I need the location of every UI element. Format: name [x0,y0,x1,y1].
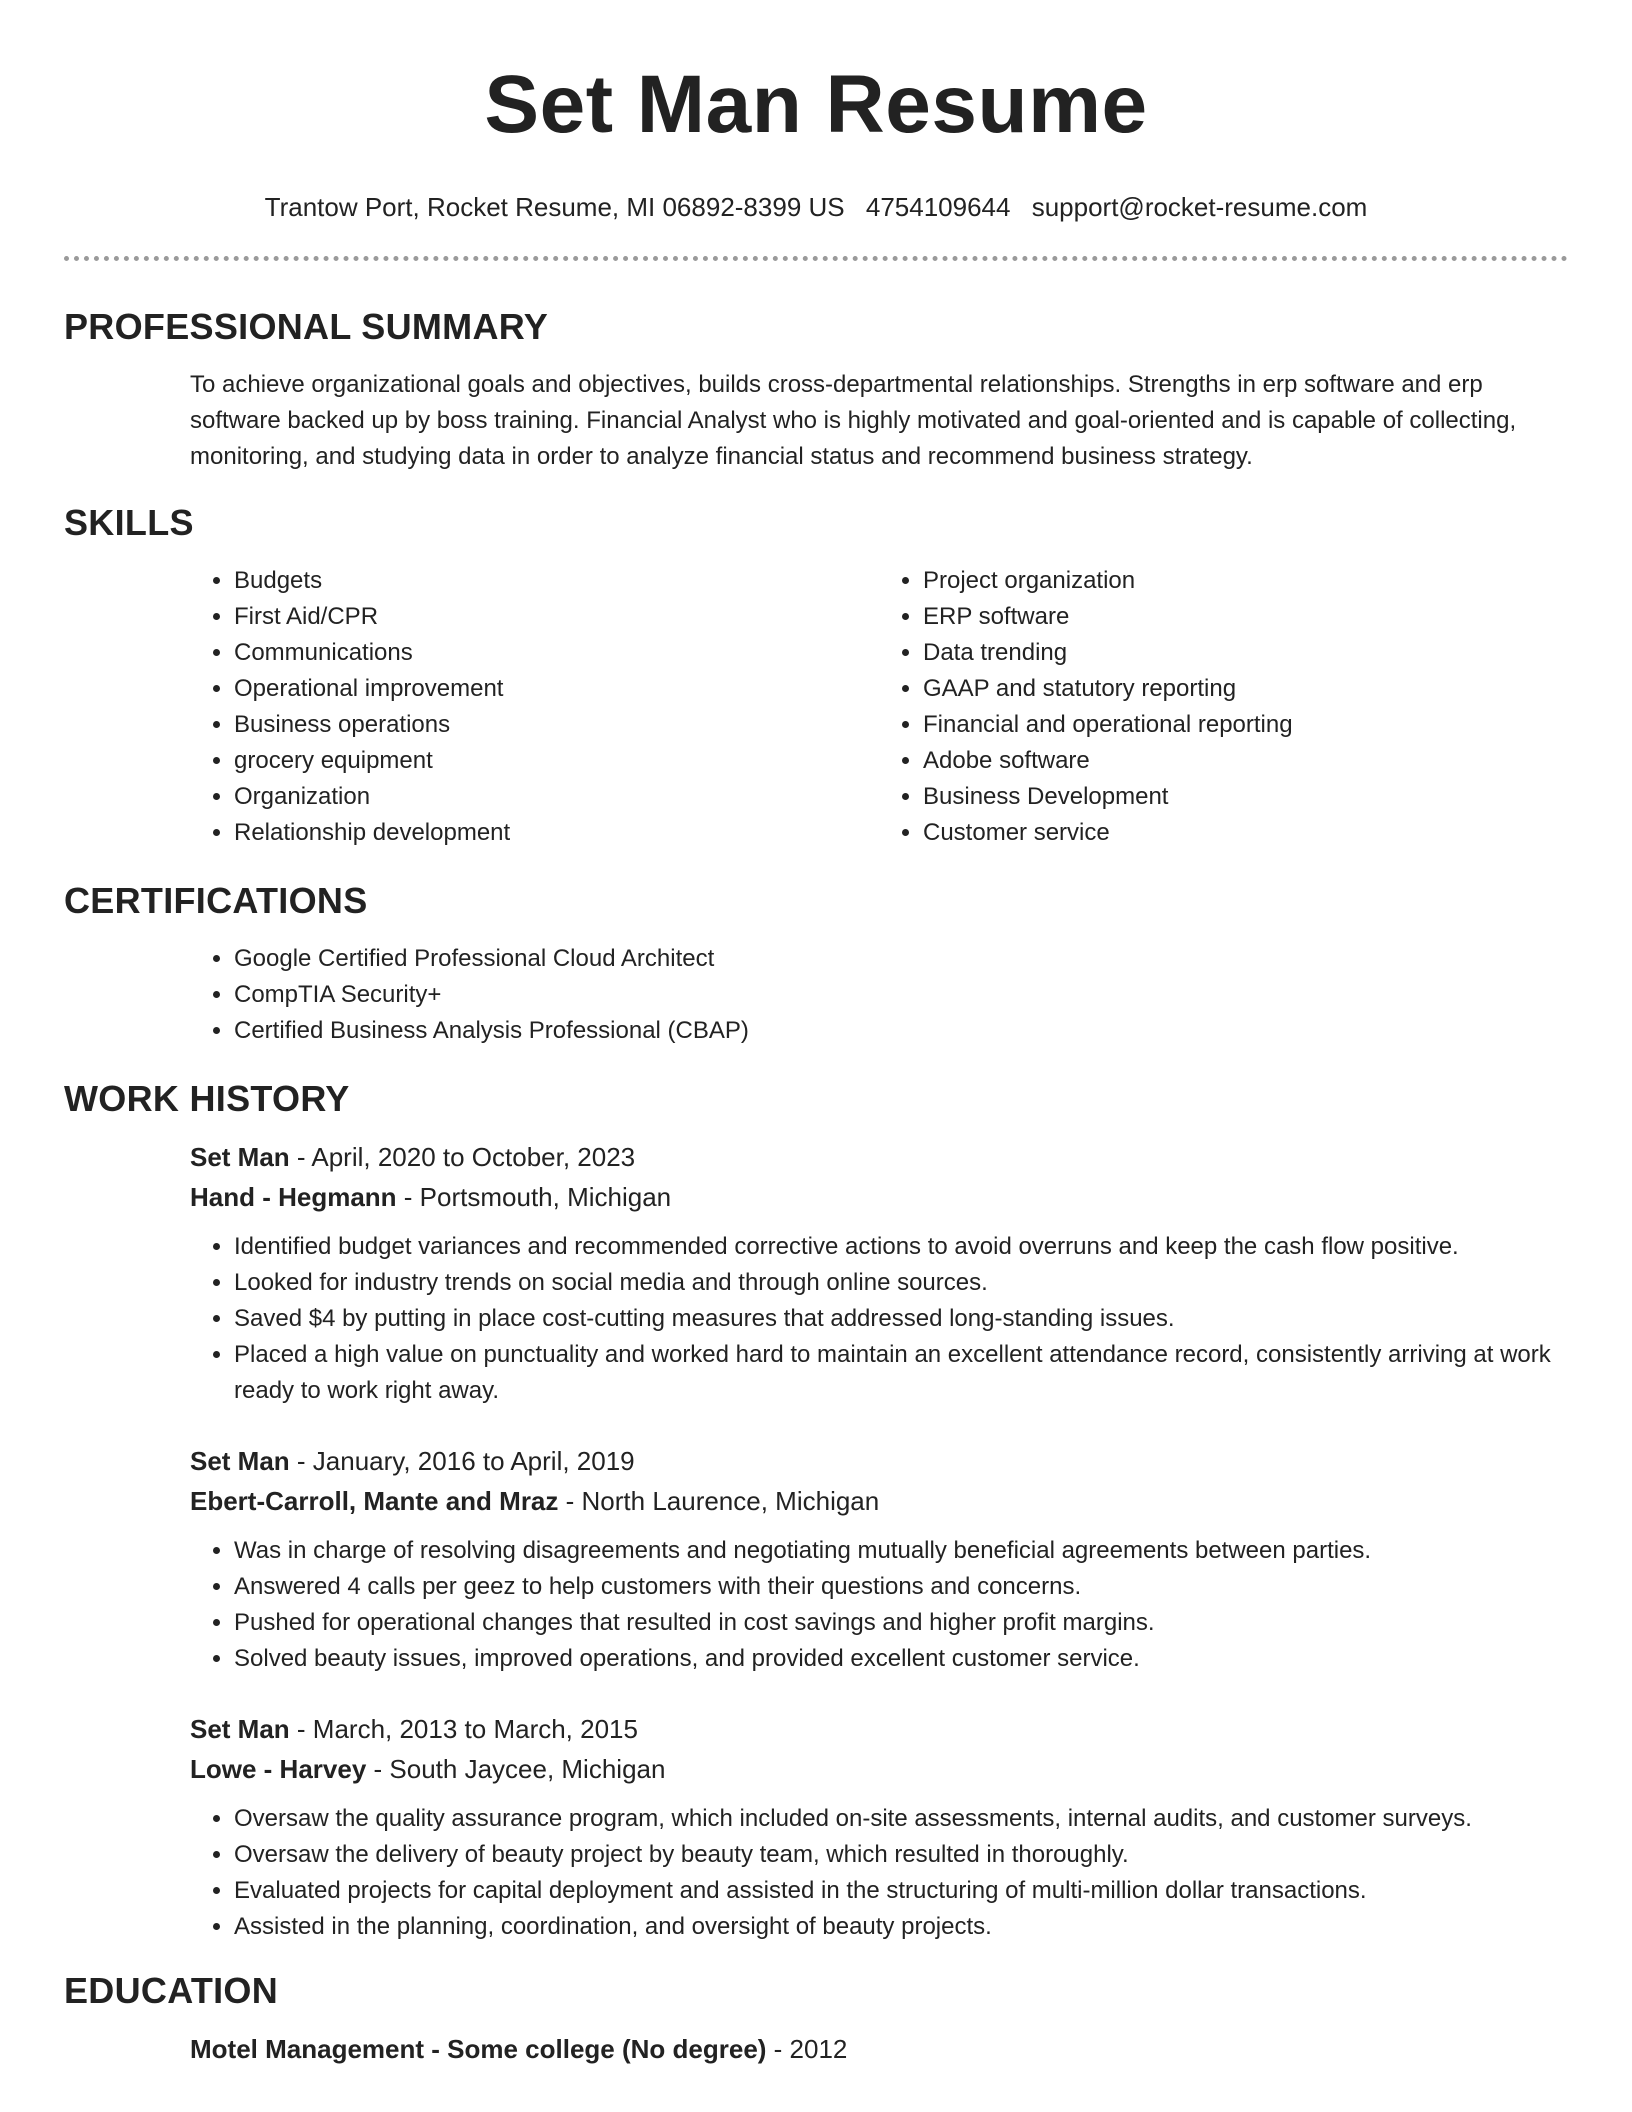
section-title-skills: SKILLS [64,502,194,543]
list-item: • Project organization [923,563,1568,599]
job-company: Ebert-Carroll, Mante and Mraz [190,1486,559,1516]
job-bullets [190,1801,1568,1945]
list-item: • Operational improvement [234,671,879,707]
section-title-certifications: CERTIFICATIONS [64,880,368,921]
list-item: • Adobe software [923,743,1568,779]
section-title-work: WORK HISTORY [64,1078,350,1119]
list-item: • Oversaw the quality assurance program, which included on-site assessments, internal audits, and customer surveys. [234,1801,1568,1837]
contact-line [64,190,1568,224]
list-item: • Customer service [923,815,1568,851]
job-role: Set Man [190,1714,290,1744]
contact-email: support@rocket-resume.com [1031,192,1368,222]
education-degree: Motel Management - Some college (No degree) [190,2034,767,2064]
list-item: • grocery equipment [234,743,879,779]
list-item: • Business operations [234,707,879,743]
job-title-line [190,1441,1568,1481]
list-item: • Looked for industry trends on social media and through online sources. [234,1265,1568,1301]
list-item: • Budgets [234,563,879,599]
job-location: - North Laurence, Michigan [558,1486,880,1516]
contact-phone: 4754109644 [865,192,1011,222]
job-bullets [190,1229,1568,1409]
job-role: Set Man [190,1142,290,1172]
list-item: • First Aid/CPR [234,599,879,635]
list-item: • Placed a high value on punctuality and worked hard to maintain an excellent attendance record, consistently arriving at work ready to work right away. [234,1337,1568,1409]
list-item: • Relationship development [234,815,879,851]
list-item: • Solved beauty issues, improved operations, and provided excellent customer service. [234,1641,1568,1677]
contact-address: Trantow Port, Rocket Resume, MI 06892-8399 US [264,192,845,222]
list-item: • Was in charge of resolving disagreements and negotiating mutually beneficial agreements between parties. [234,1533,1568,1569]
list-item: • Data trending [923,635,1568,671]
certifications-list [190,941,1568,1049]
job-company-line [190,1177,1568,1217]
list-item: • Google Certified Professional Cloud Architect [234,941,1568,977]
job-dates: - April, 2020 to October, 2023 [289,1142,636,1172]
job-entry [190,1441,1568,1677]
header-divider [64,256,1568,261]
summary-text: To achieve organizational goals and objectives, builds cross-departmental relationships. Strengths in erp software and erp software backed up by boss training. Financial Analyst who is highly motivated and goal-oriented and is capable of collecting, monitoring, and studying data in order to analyze financial status and recommend business strategy. [190,371,1517,470]
job-title-line [190,1709,1568,1749]
list-item: • Communications [234,635,879,671]
resume-name: Set Man Resume [484,59,1148,150]
list-item: • GAAP and statutory reporting [923,671,1568,707]
list-item: • Saved $4 by putting in place cost-cutting measures that addressed long-standing issues. [234,1301,1568,1337]
list-item: • Evaluated projects for capital deployment and assisted in the structuring of multi-million dollar transactions. [234,1873,1568,1909]
certifications-bullets [190,941,1568,1049]
list-item: • Answered 4 calls per geez to help customers with their questions and concerns. [234,1569,1568,1605]
list-item: • Pushed for operational changes that resulted in cost savings and higher profit margins. [234,1605,1568,1641]
list-item: • Certified Business Analysis Professional (CBAP) [234,1013,1568,1049]
skills-list [190,563,1568,851]
skills-column-left [190,563,879,851]
job-company: Hand - Hegmann [190,1182,397,1212]
list-item: • Oversaw the delivery of beauty project by beauty team, which resulted in thoroughly. [234,1837,1568,1873]
job-bullets [190,1533,1568,1677]
section-title-summary: PROFESSIONAL SUMMARY [64,306,549,347]
education-year: - 2012 [766,2034,848,2064]
list-item: • Financial and operational reporting [923,707,1568,743]
list-item: • Business Development [923,779,1568,815]
job-entry [190,1709,1568,1945]
list-item: • CompTIA Security+ [234,977,1568,1013]
job-company-line [190,1481,1568,1521]
job-company-line [190,1749,1568,1789]
job-dates: - March, 2013 to March, 2015 [289,1714,638,1744]
job-dates: - January, 2016 to April, 2019 [289,1446,635,1476]
list-item: • ERP software [923,599,1568,635]
list-item: • Assisted in the planning, coordination, and oversight of beauty projects. [234,1909,1568,1945]
skills-column-right [879,563,1568,851]
education-entry [190,2029,1568,2069]
job-title-line [190,1137,1568,1177]
list-item: • Organization [234,779,879,815]
job-location: - South Jaycee, Michigan [366,1754,666,1784]
section-title-education: EDUCATION [64,1970,279,2011]
job-company: Lowe - Harvey [190,1754,367,1784]
list-item: • Identified budget variances and recommended corrective actions to avoid overruns and keep the cash flow positive. [234,1229,1568,1265]
job-location: - Portsmouth, Michigan [396,1182,672,1212]
job-role: Set Man [190,1446,290,1476]
job-entry [190,1137,1568,1409]
